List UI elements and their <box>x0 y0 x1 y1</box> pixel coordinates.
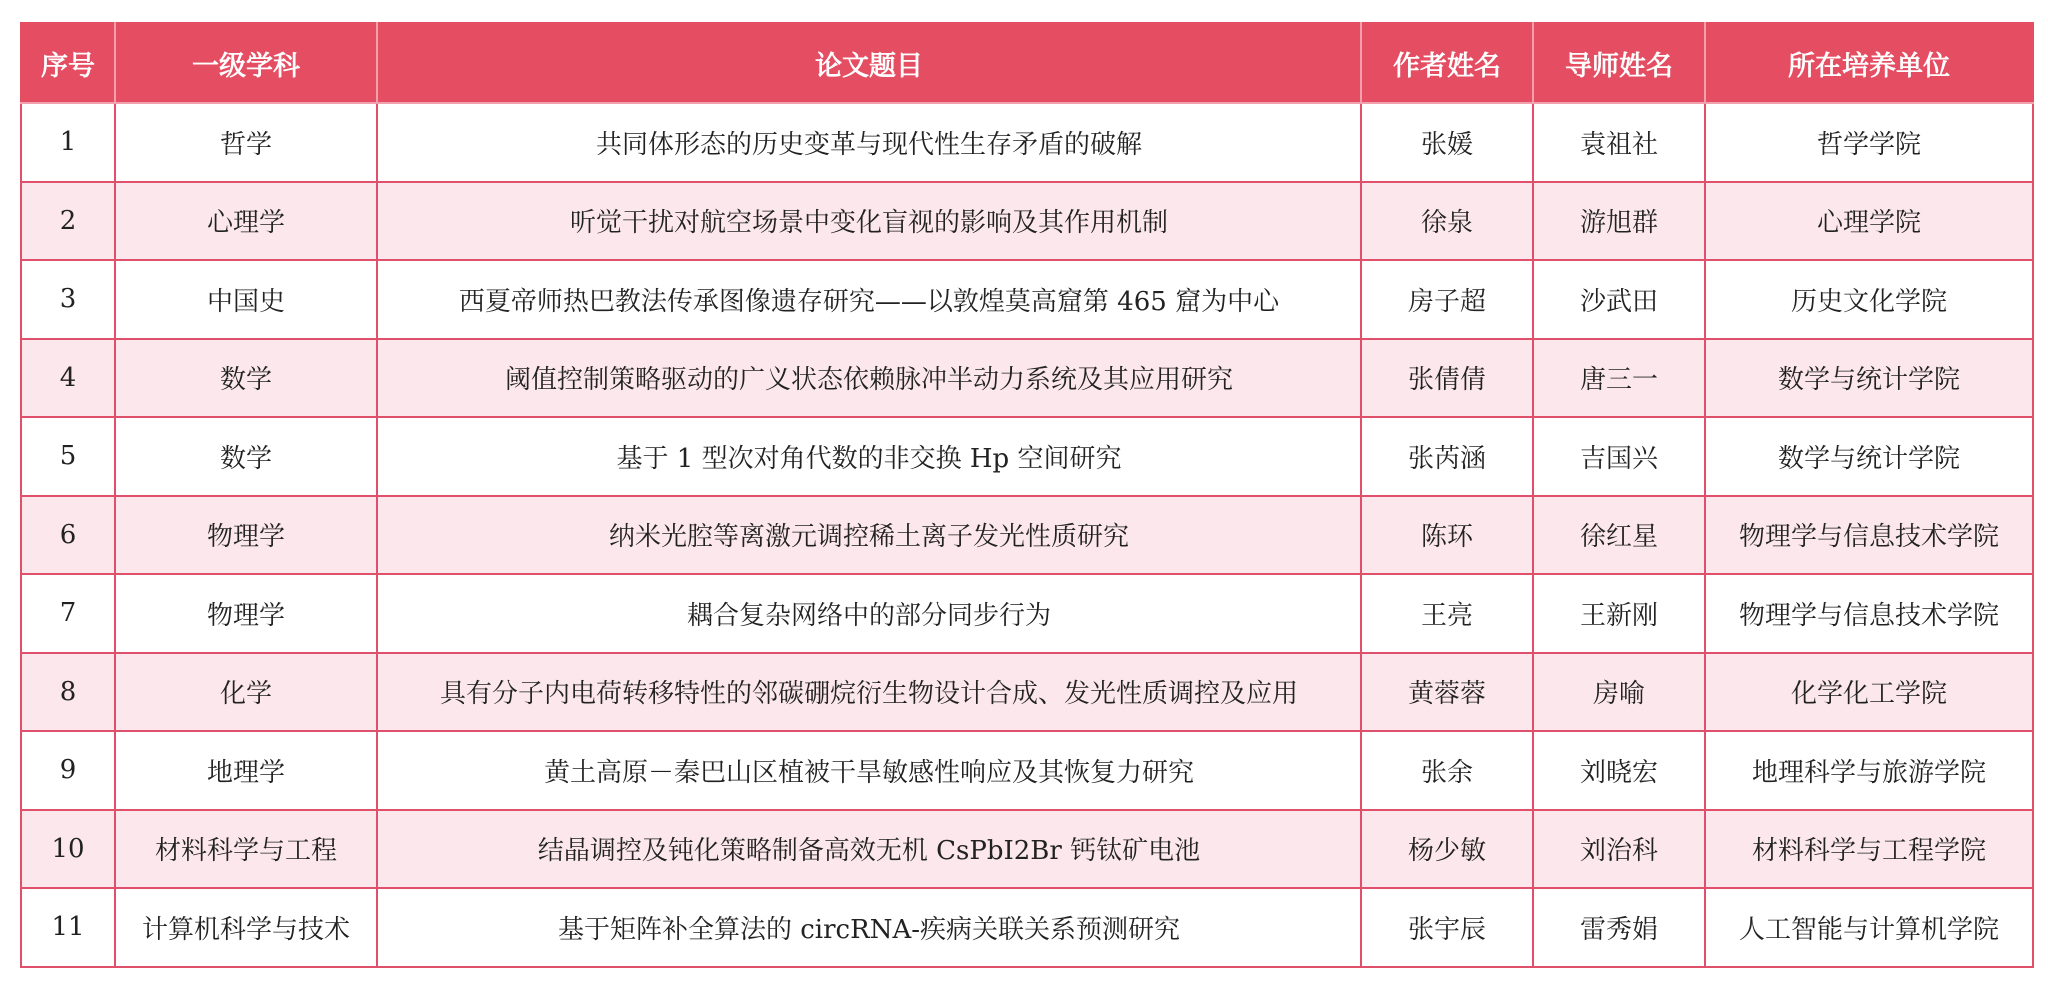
cell-title: 西夏帝师热巴教法传承图像遗存研究——以敦煌莫高窟第 465 窟为中心 <box>377 260 1361 339</box>
table-row <box>21 417 2033 496</box>
cell-discipline: 中国史 <box>115 260 377 339</box>
cell-unit: 历史文化学院 <box>1705 260 2033 339</box>
cell-advisor: 雷秀娟 <box>1533 888 1705 967</box>
header-advisor: 导师姓名 <box>1533 23 1705 103</box>
cell-title: 黄土高原－秦巴山区植被干旱敏感性响应及其恢复力研究 <box>377 731 1361 810</box>
cell-index: 10 <box>21 810 115 889</box>
cell-index: 3 <box>21 260 115 339</box>
cell-title: 阈值控制策略驱动的广义状态依赖脉冲半动力系统及其应用研究 <box>377 339 1361 418</box>
cell-author: 张余 <box>1361 731 1533 810</box>
cell-author: 张芮涵 <box>1361 417 1533 496</box>
cell-discipline: 哲学 <box>115 103 377 182</box>
cell-title: 基于 1 型次对角代数的非交换 Hp 空间研究 <box>377 417 1361 496</box>
table-header <box>21 23 2033 103</box>
cell-title: 听觉干扰对航空场景中变化盲视的影响及其作用机制 <box>377 182 1361 261</box>
cell-advisor: 吉国兴 <box>1533 417 1705 496</box>
table-body <box>21 103 2033 967</box>
cell-discipline: 化学 <box>115 653 377 732</box>
table-row <box>21 339 2033 418</box>
cell-advisor: 沙武田 <box>1533 260 1705 339</box>
cell-discipline: 物理学 <box>115 496 377 575</box>
table-row <box>21 496 2033 575</box>
cell-discipline: 数学 <box>115 339 377 418</box>
cell-index: 1 <box>21 103 115 182</box>
table-row <box>21 810 2033 889</box>
cell-unit: 地理科学与旅游学院 <box>1705 731 2033 810</box>
cell-advisor: 刘晓宏 <box>1533 731 1705 810</box>
table-row <box>21 888 2033 967</box>
cell-discipline: 材料科学与工程 <box>115 810 377 889</box>
header-row <box>21 23 2033 103</box>
cell-discipline: 数学 <box>115 417 377 496</box>
table-row <box>21 182 2033 261</box>
header-discipline: 一级学科 <box>115 23 377 103</box>
cell-title: 纳米光腔等离激元调控稀土离子发光性质研究 <box>377 496 1361 575</box>
cell-title: 具有分子内电荷转移特性的邻碳硼烷衍生物设计合成、发光性质调控及应用 <box>377 653 1361 732</box>
cell-discipline: 心理学 <box>115 182 377 261</box>
cell-index: 4 <box>21 339 115 418</box>
cell-unit: 数学与统计学院 <box>1705 417 2033 496</box>
table-row <box>21 574 2033 653</box>
header-index: 序号 <box>21 23 115 103</box>
cell-index: 8 <box>21 653 115 732</box>
cell-author: 张宇辰 <box>1361 888 1533 967</box>
cell-index: 2 <box>21 182 115 261</box>
cell-unit: 化学化工学院 <box>1705 653 2033 732</box>
cell-discipline: 计算机科学与技术 <box>115 888 377 967</box>
cell-author: 房子超 <box>1361 260 1533 339</box>
cell-author: 张倩倩 <box>1361 339 1533 418</box>
cell-unit: 人工智能与计算机学院 <box>1705 888 2033 967</box>
cell-index: 5 <box>21 417 115 496</box>
cell-advisor: 徐红星 <box>1533 496 1705 575</box>
cell-advisor: 王新刚 <box>1533 574 1705 653</box>
cell-unit: 物理学与信息技术学院 <box>1705 574 2033 653</box>
cell-title: 结晶调控及钝化策略制备高效无机 CsPbI2Br 钙钛矿电池 <box>377 810 1361 889</box>
cell-unit: 哲学学院 <box>1705 103 2033 182</box>
cell-unit: 数学与统计学院 <box>1705 339 2033 418</box>
cell-title: 基于矩阵补全算法的 circRNA-疾病关联关系预测研究 <box>377 888 1361 967</box>
cell-author: 陈环 <box>1361 496 1533 575</box>
cell-title: 共同体形态的历史变革与现代性生存矛盾的破解 <box>377 103 1361 182</box>
cell-title: 耦合复杂网络中的部分同步行为 <box>377 574 1361 653</box>
table-row <box>21 260 2033 339</box>
cell-advisor: 房喻 <box>1533 653 1705 732</box>
cell-discipline: 地理学 <box>115 731 377 810</box>
cell-author: 徐泉 <box>1361 182 1533 261</box>
cell-author: 王亮 <box>1361 574 1533 653</box>
cell-index: 6 <box>21 496 115 575</box>
table-row <box>21 103 2033 182</box>
cell-advisor: 唐三一 <box>1533 339 1705 418</box>
cell-author: 黄蓉蓉 <box>1361 653 1533 732</box>
cell-unit: 物理学与信息技术学院 <box>1705 496 2033 575</box>
cell-advisor: 袁祖社 <box>1533 103 1705 182</box>
cell-index: 9 <box>21 731 115 810</box>
cell-discipline: 物理学 <box>115 574 377 653</box>
cell-index: 7 <box>21 574 115 653</box>
header-author: 作者姓名 <box>1361 23 1533 103</box>
table-row <box>21 731 2033 810</box>
cell-advisor: 刘治科 <box>1533 810 1705 889</box>
table-row <box>21 653 2033 732</box>
cell-unit: 材料科学与工程学院 <box>1705 810 2033 889</box>
cell-advisor: 游旭群 <box>1533 182 1705 261</box>
cell-unit: 心理学院 <box>1705 182 2033 261</box>
cell-author: 杨少敏 <box>1361 810 1533 889</box>
header-unit: 所在培养单位 <box>1705 23 2033 103</box>
cell-author: 张媛 <box>1361 103 1533 182</box>
thesis-table <box>20 22 2034 968</box>
header-title: 论文题目 <box>377 23 1361 103</box>
cell-index: 11 <box>21 888 115 967</box>
